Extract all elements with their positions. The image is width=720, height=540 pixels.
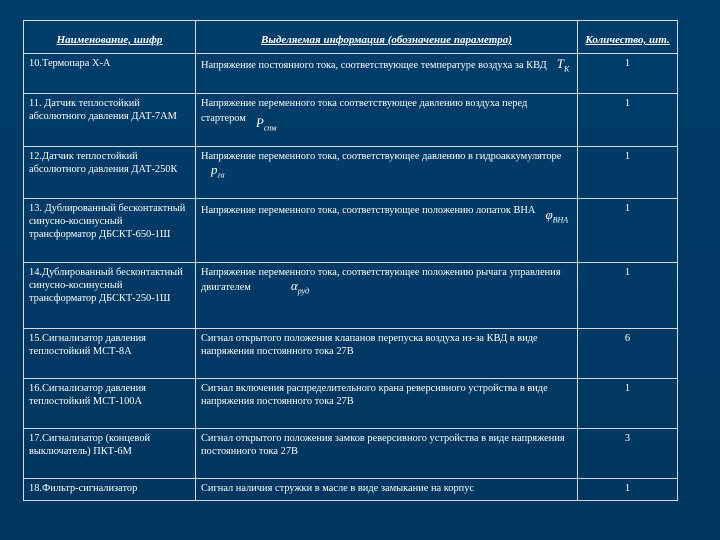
row-qty: 6 [578, 329, 678, 379]
row-qty: 3 [578, 429, 678, 479]
parameter-symbol: $P_{ств}$ [255, 115, 277, 133]
table-row [24, 379, 678, 429]
row-info: Сигнал включения распределительного крана реверсивного устройства в виде напряжения постоянного тока 27В [196, 379, 578, 429]
header-info: Выделяемая информация (обозначение параметра) [196, 21, 578, 54]
table-row [24, 54, 678, 94]
row-name: 10.Термопара Х-А [24, 54, 196, 94]
sensor-table [23, 20, 678, 501]
table-row [24, 329, 678, 379]
row-qty: 1 [578, 147, 678, 199]
row-name: 16.Сигнализатор давления теплостойкий МСТ-100А [24, 379, 196, 429]
row-info-text: Напряжение переменного тока соответствующее давлению воздуха перед стартером [201, 98, 528, 124]
table-row [24, 429, 678, 479]
row-info [196, 94, 578, 147]
row-info: Сигнал открытого положения клапанов перепуска воздуха из-за КВД в виде напряжения постоянного тока 27В [196, 329, 578, 379]
row-info [196, 54, 578, 94]
row-qty: 1 [578, 263, 678, 329]
header-name: Наименование, шифр [24, 21, 196, 54]
row-name: 18.Фильтр-сигнализатор [24, 479, 196, 501]
table-row [24, 263, 678, 329]
row-qty: 1 [578, 199, 678, 263]
header-qty: Количество, шт. [578, 21, 678, 54]
row-name: 15.Сигнализатор давления теплостойкий МСТ-8А [24, 329, 196, 379]
row-info [196, 199, 578, 263]
parameter-symbol: $T_K$ [556, 56, 570, 74]
row-name: 12.Датчик теплостойкий абсолютного давления ДАТ-250К [24, 147, 196, 199]
table-header-row [24, 21, 678, 54]
row-info-text: Напряжение переменного тока, соответствующее положению рычага управления двигателем [201, 267, 561, 293]
parameter-symbol: $\varphi_{ВНА}$ [545, 207, 569, 225]
row-name: 14.Дублированный бесконтактный синусно-косинусный трансформатор ДБСКТ-250-1Ш [24, 263, 196, 329]
row-name: 17.Сигнализатор (концевой выключатель) ПКТ-6М [24, 429, 196, 479]
table-row [24, 199, 678, 263]
row-info-text: Напряжение переменного тока, соответствующее давлению в гидроаккумуляторе [201, 151, 562, 162]
row-info-text: Напряжение переменного тока, соответствующее положению лопаток ВНА [201, 205, 536, 216]
row-info-text: Напряжение постоянного тока, соответствующее температуре воздуха за КВД [201, 60, 547, 71]
table-row [24, 94, 678, 147]
row-info [196, 147, 578, 199]
row-info: Сигнал наличия стружки в масле в виде замыкание на корпус [196, 479, 578, 501]
parameter-symbol: $\alpha_{руд}$ [290, 278, 310, 296]
row-info [196, 263, 578, 329]
row-name: 11. Датчик теплостойкий абсолютного давления ДАТ-7АМ [24, 94, 196, 147]
row-qty: 1 [578, 479, 678, 501]
table-row [24, 479, 678, 501]
table-row [24, 147, 678, 199]
row-qty: 1 [578, 54, 678, 94]
row-name: 13. Дублированный бесконтактный синусно-косинусный трансформатор ДБСКТ-650-1Ш [24, 199, 196, 263]
row-qty: 1 [578, 379, 678, 429]
parameter-symbol: $p_{га}$ [211, 162, 225, 180]
row-info: Сигнал открытого положения замков реверсивного устройства в виде напряжения постоянного тока 27В [196, 429, 578, 479]
row-qty: 1 [578, 94, 678, 147]
